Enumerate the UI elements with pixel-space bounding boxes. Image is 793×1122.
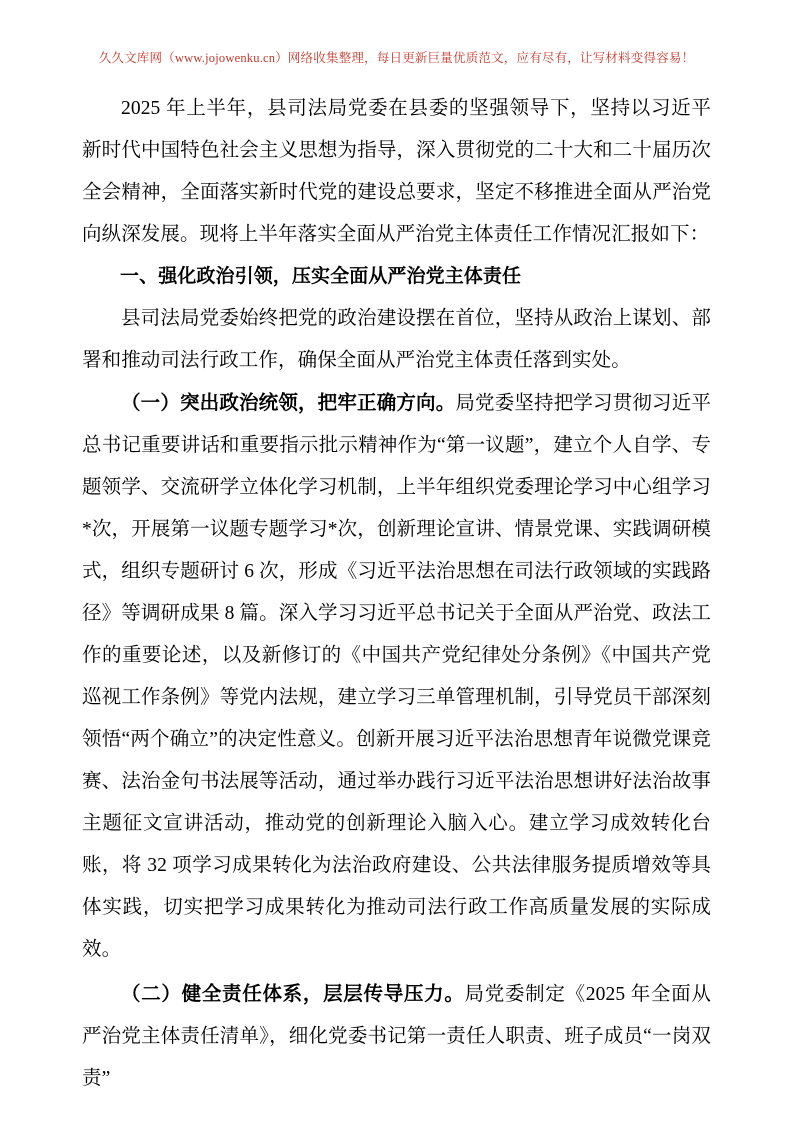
watermark-text: 久久文库网（www.jojowenku.cn）网络收集整理，每日更新巨量优质范文，应有尽有，让写材料变得容易！ xyxy=(98,51,695,65)
paragraph-section1-intro: 县司法局党委始终把党的政治建设摆在首位，坚持从政治上谋划、部署和推动司法行政工作，确保全面从严治党主体责任落到实处。 xyxy=(82,308,711,371)
subsection-lead-1: （一）突出政治统领，把牢正确方向。 xyxy=(121,392,456,414)
subsection-text-1: 局党委坚持把学习贯彻习近平总书记重要讲话和重要指示批示精神作为“第一议题”，建立个人自学、专题领学、交流研学立体化学习机制，上半年组织党委理论学习中心组学习*次，开展第一议题专题学习*次，创新理论宣讲、情景党课、实践调研模式，组织专题研讨 6 次，形成《习近平法治思想在司法行政领域的实践路径》等调研成果 8 篇。深入学习习近平总书记关于全面从严治党、政法工作的重要论述，以及新修订的《中国共产党纪律处分条例》《中国共产党巡视工作条例》等党内法规，建立学习三单管理机制，引导党员干部深刻领悟“两个确立”的决定性意义。创新开展习近平法治思想青年说微党课竞赛、法治金句书法展等活动，通过举办践行习近平法治思想讲好法治故事主题征文宣讲活动，推动党的创新理论入脑入心。建立学习成效转化台账，将 32 项学习成果转化为法治政府建设、公共法律服务提质增效等具体实践，切实把学习成果转化为推动司法行政工作高质量发展的实际成效。 xyxy=(82,393,711,960)
document-body xyxy=(82,0,711,1100)
paragraph-intro: 2025 年上半年，县司法局党委在县委的坚强领导下，坚持以习近平新时代中国特色社会主义思想为指导，深入贯彻党的二十大和二十届历次全会精神，全面落实新时代党的建设总要求，坚定不移推进全面从严治党向纵深发展。现将上半年落实全面从严治党主体责任工作情况汇报如下： xyxy=(82,98,711,245)
paragraph-subsection-2 xyxy=(82,973,711,1100)
subsection-text-2: 局党委制定《2025 年全面从严治党主体责任清单》，细化党委书记第一责任人职责、班子成员“一岗双责” xyxy=(82,984,711,1089)
section-heading-1: 一、强化政治引领，压实全面从严治党主体责任 xyxy=(120,266,522,287)
paragraph-subsection-1 xyxy=(82,382,711,971)
subsection-lead-2: （二）健全责任体系，层层传导压力。 xyxy=(121,983,465,1005)
